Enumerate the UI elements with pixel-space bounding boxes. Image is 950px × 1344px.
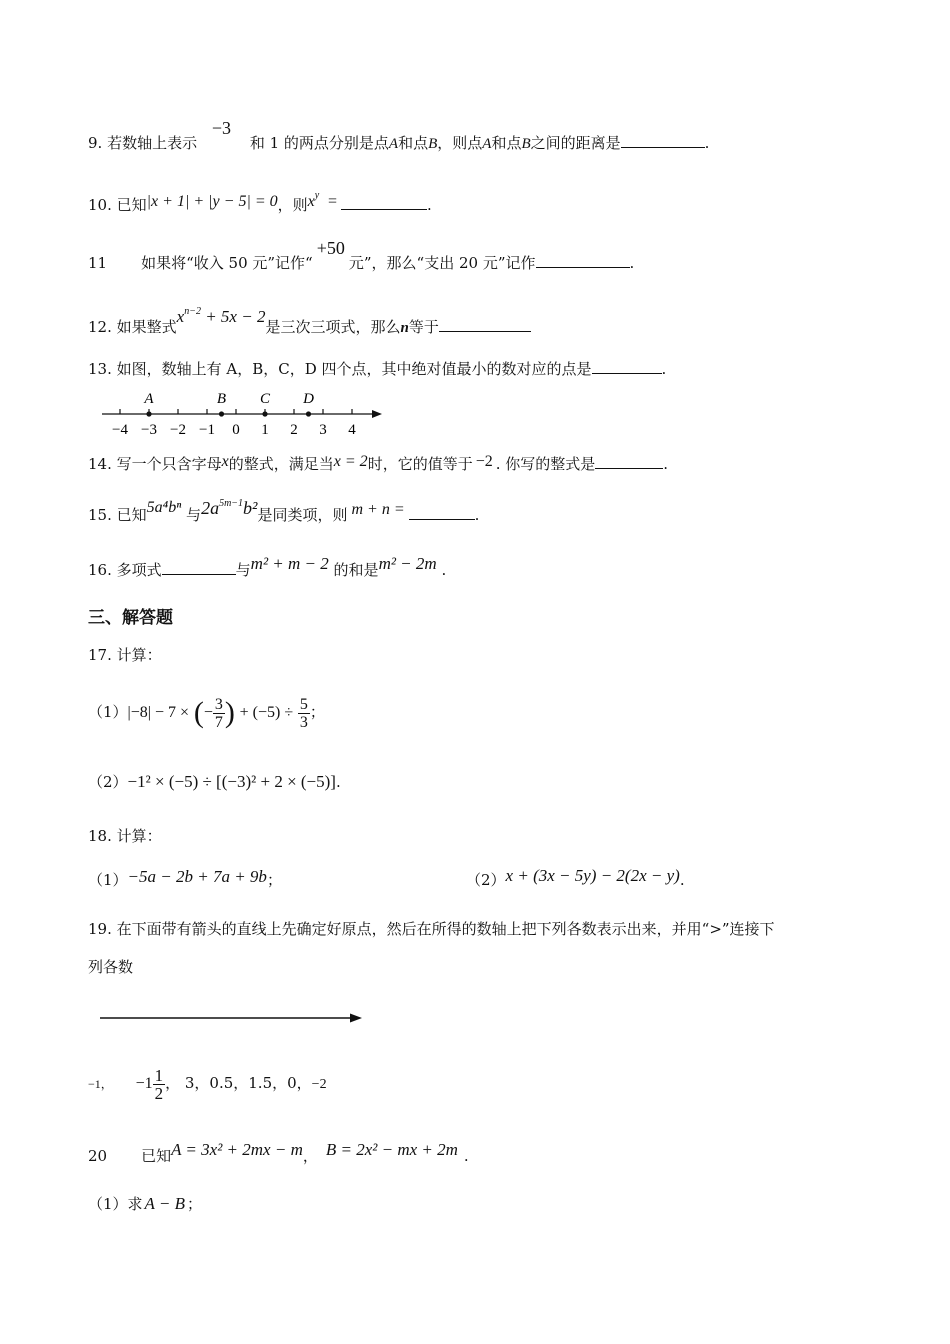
question-text: 时，它的值等于 <box>367 455 473 473</box>
math-expression: + (−5) ÷ <box>239 704 294 721</box>
number-line-point-label: C <box>259 391 271 407</box>
variable-n: n <box>400 320 409 336</box>
punctuation: . <box>663 455 669 473</box>
number-line-tick-label: 3 <box>319 422 327 438</box>
minus-sign: − <box>203 704 213 721</box>
math-expression: B = 2x² − mx + 2m <box>325 1140 458 1159</box>
math-expression: b² <box>243 498 258 518</box>
question-text: ，则点 <box>437 134 483 152</box>
left-paren: ( <box>193 696 204 729</box>
question-9 <box>88 118 710 154</box>
math-expression: |−8| − 7 × <box>127 704 190 721</box>
math-expression: −2 <box>475 453 493 470</box>
question-number: 9. <box>88 134 103 152</box>
question-text: ，则 <box>277 196 308 214</box>
point-label: A <box>388 136 399 152</box>
math-exponent: 5m−1 <box>219 498 244 509</box>
part-label: （1） <box>88 871 128 889</box>
question-text: 的和是 <box>333 561 379 579</box>
question-13 <box>88 359 666 379</box>
math-exponent: y <box>314 190 320 201</box>
math-base: x <box>307 193 315 210</box>
question-18-part-1 <box>88 867 282 890</box>
question-17-part-2 <box>88 772 341 792</box>
number-line-point-label: D <box>303 391 314 407</box>
section-heading: 三、解答题 <box>88 608 173 628</box>
variable-x: x <box>221 453 229 470</box>
number-item: −2 <box>311 1077 327 1092</box>
question-number: 17. <box>88 646 112 664</box>
question-text: 若数轴上表示 <box>107 134 198 152</box>
math-expression: + 5x − 2 <box>200 307 266 326</box>
question-number: 14. <box>88 455 112 473</box>
punctuation: . <box>427 196 432 214</box>
answer-blank[interactable] <box>595 454 663 469</box>
fraction-denominator: 3 <box>299 713 308 731</box>
part-label: （1） <box>88 703 128 721</box>
number-line-figure <box>96 386 396 438</box>
question-15 <box>88 500 479 526</box>
math-expression: m² + m − 2 <box>250 554 329 573</box>
question-text: 已知 <box>116 196 147 214</box>
question-number: 16. <box>88 561 112 579</box>
math-expression: +50 <box>316 238 345 258</box>
question-text: 在下面带有箭头的直线上先确定好原点，然后在所得的数轴上把下列各数表示出来，并用“>”连接下 <box>116 920 775 938</box>
question-14 <box>88 454 668 475</box>
point-label: B <box>428 136 438 152</box>
question-number: 18. <box>88 827 112 845</box>
number-line-tick-label: 4 <box>348 422 356 438</box>
question-number: 13. <box>88 360 112 378</box>
math-exponent: n−2 <box>184 306 201 317</box>
punctuation: . <box>441 561 447 579</box>
right-paren: ) <box>224 696 235 729</box>
math-expression: −5a − 2b + 7a + 9b <box>127 867 267 886</box>
question-text: 计算： <box>116 646 162 664</box>
math-expression: −1² × (−5) ÷ [(−3)² + 2 × (−5)] <box>127 772 336 791</box>
arrow-line <box>98 1010 368 1026</box>
part-label: （2） <box>88 773 128 791</box>
question-text: 如图，数轴上有 A，B，C，D 四个点，其中绝对值最小的数对应的点是 <box>116 360 592 378</box>
number-line-tick-label: −2 <box>170 422 186 438</box>
number-item: −1， <box>88 1077 113 1091</box>
fraction-numerator: 3 <box>214 695 223 713</box>
question-20-part-1 <box>88 1194 202 1214</box>
number-line-tick-label: 0 <box>232 422 240 438</box>
punctuation: ； <box>186 1195 202 1213</box>
mixed-number-fraction <box>153 1067 166 1102</box>
question-text: 元”，那么“支出 20 元”记作 <box>348 254 536 272</box>
question-text: 与 <box>186 506 202 524</box>
number-line-tick-label: −3 <box>141 422 157 438</box>
question-text: 等于 <box>408 318 439 336</box>
number-line-point-label: A <box>144 391 154 407</box>
question-12 <box>88 306 531 338</box>
question-text: 与 <box>235 561 251 579</box>
answer-blank[interactable] <box>162 560 236 575</box>
number-line-point <box>306 411 311 416</box>
question-text: 和点 <box>398 134 429 152</box>
number-line-tick-label: 2 <box>290 422 298 438</box>
question-text: 是三次三项式，那么 <box>265 318 401 336</box>
mixed-number-integer: −1 <box>135 1075 153 1092</box>
fraction-numerator: 1 <box>154 1065 164 1085</box>
question-text: 已知 <box>141 1147 172 1165</box>
answer-blank[interactable] <box>409 505 475 520</box>
point-label: A <box>482 136 492 152</box>
math-equals: = <box>328 193 338 210</box>
answer-blank[interactable] <box>536 253 630 268</box>
fraction-denominator: 7 <box>214 713 223 731</box>
math-expression: A − B <box>144 1194 185 1213</box>
math-expression: 2a <box>201 498 220 518</box>
math-expression: x + (3x − 5y) − 2(2x − y) <box>505 866 680 885</box>
fraction-denominator: 2 <box>154 1083 164 1103</box>
question-18-title <box>88 826 162 846</box>
question-19-numbers <box>88 1066 327 1102</box>
fraction-numerator: 5 <box>299 695 308 713</box>
math-expression: 5a⁴bⁿ <box>146 499 182 516</box>
punctuation: ； <box>309 703 325 721</box>
answer-blank[interactable] <box>592 359 662 374</box>
number-line-point <box>146 411 151 416</box>
question-text: 如果将“收入 50 元”记作“ <box>141 254 313 272</box>
question-text: 如果整式 <box>116 318 177 336</box>
part-label: （1）求 <box>88 1195 143 1213</box>
question-19-line-1 <box>88 919 775 939</box>
point-label: B <box>521 136 531 152</box>
number-line-tick-label: 1 <box>261 422 269 438</box>
punctuation: ； <box>266 871 282 889</box>
question-number: 15. <box>88 506 112 524</box>
question-text: 的整式，满足当 <box>228 455 334 473</box>
question-17-title <box>88 645 162 665</box>
punctuation: . <box>661 360 667 378</box>
math-expression: m² − 2m <box>378 554 437 573</box>
question-16 <box>88 554 447 580</box>
answer-blank[interactable] <box>341 195 427 210</box>
punctuation: . <box>704 134 710 152</box>
question-text: 是同类项，则 <box>257 506 348 524</box>
question-text: 和 1 的两点分别是点 <box>249 134 389 152</box>
punctuation: . <box>335 773 341 791</box>
punctuation: . <box>679 871 685 889</box>
punctuation: . <box>463 1147 469 1165</box>
question-20 <box>88 1140 469 1166</box>
punctuation: . <box>474 506 480 524</box>
question-11 <box>88 238 635 273</box>
answer-blank[interactable] <box>439 317 531 332</box>
punctuation: . <box>629 254 635 272</box>
number-line-tick-label: −4 <box>112 422 128 438</box>
fraction <box>298 696 310 731</box>
answer-blank[interactable] <box>621 133 705 148</box>
arrow-line-head <box>350 1014 362 1023</box>
number-line-arrow <box>372 410 382 418</box>
part-label: （2） <box>466 871 506 889</box>
math-expression: m + n = <box>351 501 405 518</box>
math-expression: |x + 1| + |y − 5| = 0 <box>146 193 278 210</box>
punctuation: ， <box>302 1147 318 1165</box>
question-number: 12. <box>88 318 112 336</box>
number-line-point-label: B <box>216 391 227 407</box>
question-text: . 你写的整式是 <box>495 455 596 473</box>
question-text: 多项式 <box>116 561 162 579</box>
fraction <box>213 696 225 731</box>
question-18-part-2 <box>466 866 685 890</box>
question-text: 和点 <box>491 134 522 152</box>
question-text: 计算： <box>116 827 162 845</box>
math-expression: −3 <box>211 118 232 138</box>
math-expression: A = 3x² + 2mx − m <box>171 1140 303 1159</box>
math-base: x <box>176 307 185 326</box>
question-10 <box>88 190 432 216</box>
number-line-point <box>219 411 224 416</box>
question-text: 写一个只含字母 <box>116 455 222 473</box>
math-expression: x = 2 <box>333 453 368 470</box>
question-17-part-1 <box>88 694 325 731</box>
question-number: 20 <box>88 1147 108 1165</box>
number-list: ， 3，0.5，1.5，0， <box>165 1074 312 1092</box>
number-line-point <box>262 411 267 416</box>
question-number: 19. <box>88 920 112 938</box>
question-text: 已知 <box>116 506 147 524</box>
question-19-line-2: 列各数 <box>88 958 134 976</box>
number-line-tick-label: −1 <box>199 422 215 438</box>
question-number: 11 <box>88 254 108 272</box>
question-text: 之间的距离是 <box>530 134 621 152</box>
question-number: 10. <box>88 196 112 214</box>
